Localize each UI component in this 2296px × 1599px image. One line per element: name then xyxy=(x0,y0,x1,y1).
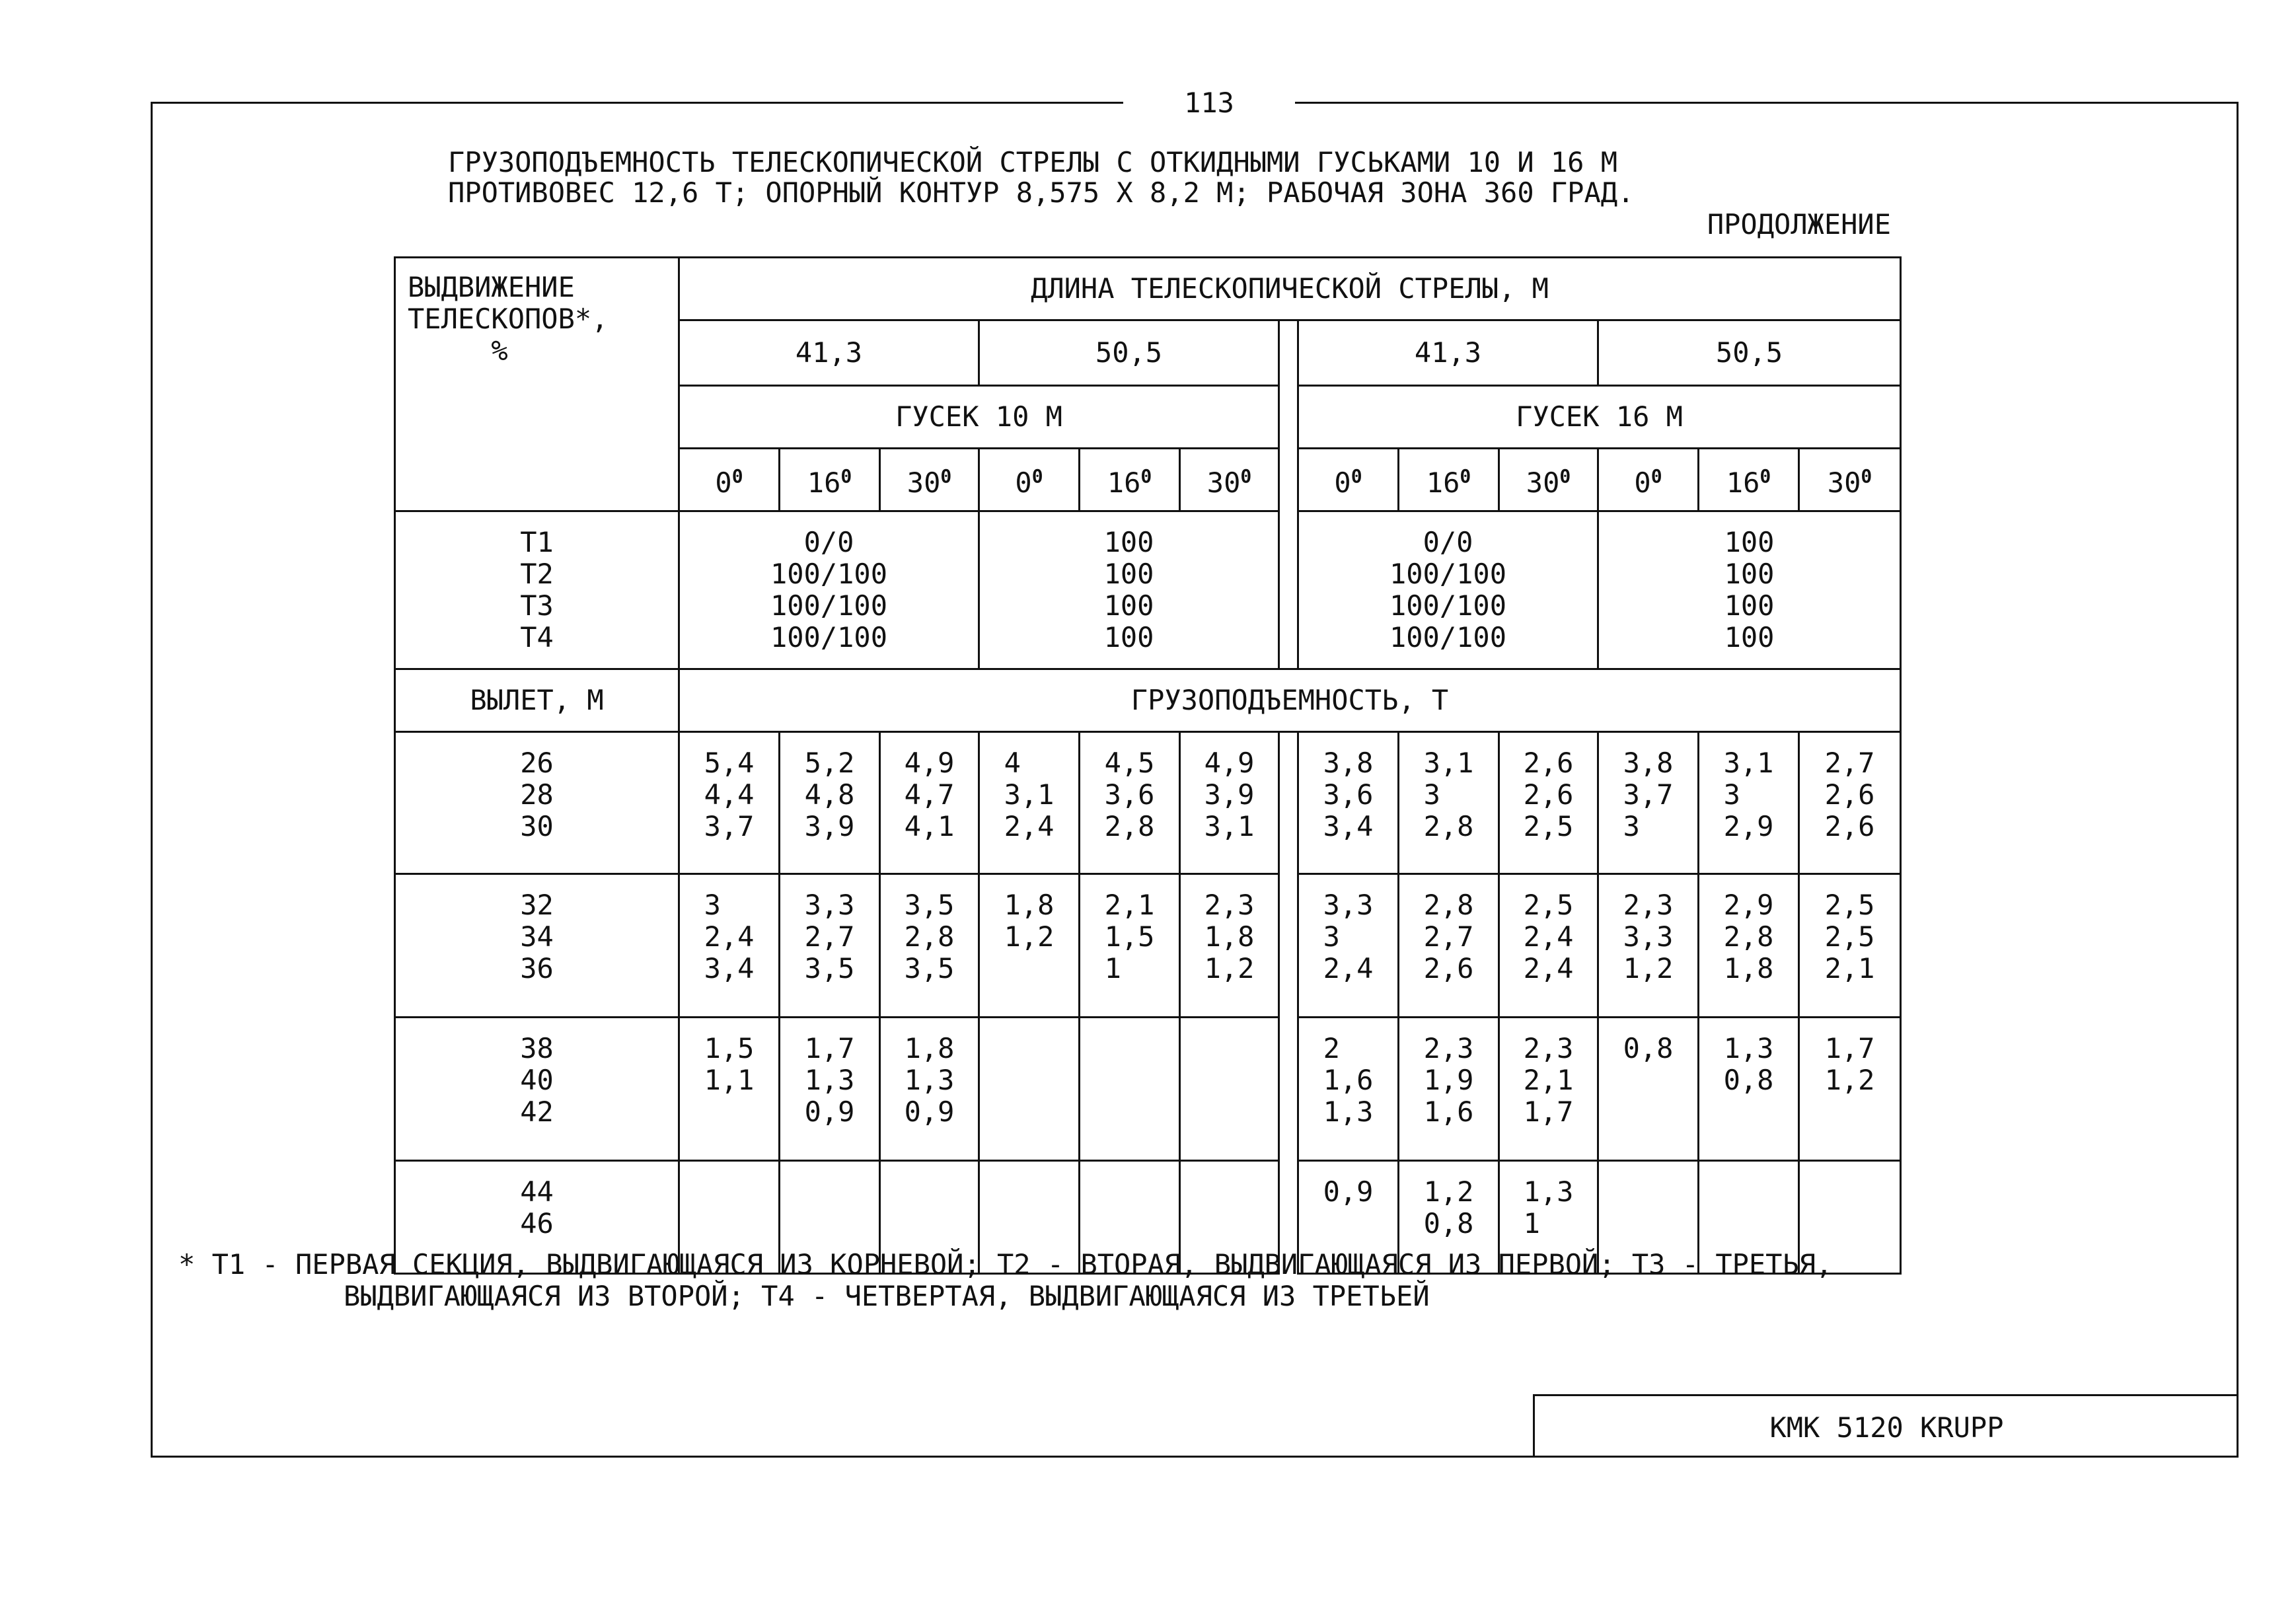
capacity-values: 1,3 1 xyxy=(1499,1161,1598,1274)
table-separator xyxy=(1279,1018,1298,1161)
radius-values: 38 40 42 xyxy=(395,1018,679,1161)
capacity-values: 1,8 1,2 xyxy=(979,874,1080,1018)
header-length: 41,3 xyxy=(1298,320,1598,386)
capacity-values: 2,5 2,4 2,4 xyxy=(1499,874,1598,1018)
capacity-values: 3,1 3 2,9 xyxy=(1699,732,1799,874)
capacity-values: 0,8 xyxy=(1598,1018,1699,1161)
capacity-values: 2,7 2,6 2,6 xyxy=(1799,732,1901,874)
footnote-line-1: * T1 - ПЕРВАЯ СЕКЦИЯ, ВЫДВИГАЮЩАЯСЯ ИЗ КОРНЕВОЙ; T2 - ВТОРАЯ, ВЫДВИГАЮЩАЯСЯ ИЗ ПЕРВОЙ; T3 - ТРЕТЬЯ, xyxy=(178,1248,1833,1281)
capacity-values: 3 2,4 3,4 xyxy=(679,874,780,1018)
angle-value: 16 xyxy=(1107,466,1141,499)
header-angle xyxy=(780,449,880,511)
angle-value: 30 xyxy=(907,466,941,499)
degree-mark: 0 xyxy=(1460,465,1471,487)
header-length: 50,5 xyxy=(1598,320,1901,386)
header-angle xyxy=(1180,449,1279,511)
capacity-values: 1,5 1,1 xyxy=(679,1018,780,1161)
capacity-values: 2,5 2,5 2,1 xyxy=(1799,874,1901,1018)
telescope-labels: T1 T2 T3 T4 xyxy=(395,511,679,669)
page-number: 113 xyxy=(1123,85,1295,122)
degree-mark: 0 xyxy=(1559,465,1571,487)
capacity-values: 4,5 3,6 2,8 xyxy=(1080,732,1180,874)
degree-mark: 0 xyxy=(1351,465,1362,487)
capacity-values: 2,9 2,8 1,8 xyxy=(1699,874,1799,1018)
degree-mark: 0 xyxy=(1650,465,1662,487)
telescope-values: 100 100 100 100 xyxy=(1598,511,1901,669)
angle-value: 30 xyxy=(1526,466,1560,499)
continuation-label: ПРОДОЛЖЕНИЕ xyxy=(1707,208,1891,241)
header-radius: ВЫЛЕТ, М xyxy=(395,669,679,732)
angle-value: 16 xyxy=(807,466,841,499)
degree-mark: 0 xyxy=(731,465,743,487)
capacity-values: 4 3,1 2,4 xyxy=(979,732,1080,874)
header-boom-length: ДЛИНА ТЕЛЕСКОПИЧЕСКОЙ СТРЕЛЫ, М xyxy=(679,258,1901,320)
capacity-values: 5,4 4,4 3,7 xyxy=(679,732,780,874)
header-length: 41,3 xyxy=(679,320,979,386)
angle-value: 0 xyxy=(1334,466,1351,499)
degree-mark: 0 xyxy=(1240,465,1252,487)
table-separator xyxy=(1279,449,1298,511)
angle-value: 16 xyxy=(1726,466,1760,499)
capacity-values: 1,3 0,8 xyxy=(1699,1018,1799,1161)
header-length: 50,5 xyxy=(979,320,1279,386)
capacity-values: 3,8 3,6 3,4 xyxy=(1298,732,1399,874)
header-angle xyxy=(679,449,780,511)
header-angle xyxy=(979,449,1080,511)
header-angle xyxy=(1699,449,1799,511)
degree-mark: 0 xyxy=(1031,465,1043,487)
capacity-values: 4,9 4,7 4,1 xyxy=(880,732,979,874)
capacity-values: 1,2 0,8 xyxy=(1399,1161,1499,1274)
footnote xyxy=(178,1249,1832,1312)
capacity-values: 2,3 2,1 1,7 xyxy=(1499,1018,1598,1161)
table-separator xyxy=(1279,732,1298,874)
radius-values: 32 34 36 xyxy=(395,874,679,1018)
capacity-values: 2,3 1,8 1,2 xyxy=(1180,874,1279,1018)
header-angle xyxy=(880,449,979,511)
capacity-values: 2,6 2,6 2,5 xyxy=(1499,732,1598,874)
degree-mark: 0 xyxy=(940,465,952,487)
capacity-values xyxy=(979,1018,1080,1161)
capacity-values xyxy=(1080,1018,1180,1161)
degree-mark: 0 xyxy=(1759,465,1771,487)
capacity-values: 3,8 3,7 3 xyxy=(1598,732,1699,874)
capacity-values: 3,1 3 2,8 xyxy=(1399,732,1499,874)
title-block: КМК 5120 KRUPP xyxy=(1533,1394,2239,1458)
capacity-values: 1,7 1,2 xyxy=(1799,1018,1901,1161)
header-angle xyxy=(1298,449,1399,511)
header-capacity: ГРУЗОПОДЪЕМНОСТЬ, Т xyxy=(679,669,1901,732)
header-angle xyxy=(1080,449,1180,511)
capacity-values: 2,3 1,9 1,6 xyxy=(1399,1018,1499,1161)
capacity-values: 4,9 3,9 3,1 xyxy=(1180,732,1279,874)
table-row xyxy=(395,1018,1901,1161)
table-row xyxy=(395,732,1901,874)
capacity-values: 1,7 1,3 0,9 xyxy=(780,1018,880,1161)
angle-value: 30 xyxy=(1827,466,1861,499)
header-angle xyxy=(1799,449,1901,511)
angle-value: 0 xyxy=(715,466,732,499)
telescope-values: 100 100 100 100 xyxy=(979,511,1279,669)
capacity-values: 1,8 1,3 0,9 xyxy=(880,1018,979,1161)
radius-values: 26 28 30 xyxy=(395,732,679,874)
capacity-values: 2 1,6 1,3 xyxy=(1298,1018,1399,1161)
capacity-values: 5,2 4,8 3,9 xyxy=(780,732,880,874)
table-separator xyxy=(1279,874,1298,1018)
angle-value: 0 xyxy=(1634,466,1651,499)
capacity-values: 2,8 2,7 2,6 xyxy=(1399,874,1499,1018)
header-telescope-extension: ВЫДВИЖЕНИЕ ТЕЛЕСКОПОВ*, % xyxy=(395,258,679,511)
angle-value: 30 xyxy=(1206,466,1241,499)
header-angle xyxy=(1499,449,1598,511)
angle-value: 16 xyxy=(1426,466,1460,499)
header-angle xyxy=(1399,449,1499,511)
table-row xyxy=(395,874,1901,1018)
capacity-values: 3,3 2,7 3,5 xyxy=(780,874,880,1018)
degree-mark: 0 xyxy=(1140,465,1152,487)
capacity-values: 2,1 1,5 1 xyxy=(1080,874,1180,1018)
header-angle xyxy=(1598,449,1699,511)
capacity-values: 0,9 xyxy=(1298,1161,1399,1274)
capacity-values: 3,3 3 2,4 xyxy=(1298,874,1399,1018)
telescope-values: 0/0 100/100 100/100 100/100 xyxy=(679,511,979,669)
header-jib: ГУСЕК 10 М xyxy=(679,386,1279,449)
capacity-table xyxy=(394,256,1902,1275)
table-separator xyxy=(1279,320,1298,449)
header-jib: ГУСЕК 16 М xyxy=(1298,386,1901,449)
table-separator xyxy=(1279,511,1298,669)
capacity-values xyxy=(1180,1018,1279,1161)
capacity-values: 3,5 2,8 3,5 xyxy=(880,874,979,1018)
title-line-1: ГРУЗОПОДЪЕМНОСТЬ ТЕЛЕСКОПИЧЕСКОЙ СТРЕЛЫ С ОТКИДНЫМИ ГУСЬКАМИ 10 И 16 М xyxy=(448,146,1618,178)
telescope-values: 0/0 100/100 100/100 100/100 xyxy=(1298,511,1598,669)
degree-mark: 0 xyxy=(1861,465,1872,487)
capacity-values: 2,3 3,3 1,2 xyxy=(1598,874,1699,1018)
radius-values: 44 46 xyxy=(395,1161,679,1274)
degree-mark: 0 xyxy=(840,465,852,487)
title-line-2: ПРОТИВОВЕС 12,6 Т; ОПОРНЫЙ КОНТУР 8,575 X 8,2 М; РАБОЧАЯ ЗОНА 360 ГРАД. xyxy=(448,176,1635,209)
footnote-line-2: ВЫДВИГАЮЩАЯСЯ ИЗ ВТОРОЙ; T4 - ЧЕТВЕРТАЯ, ВЫДВИГАЮЩАЯСЯ ИЗ ТРЕТЬЕЙ xyxy=(344,1280,1430,1312)
angle-value: 0 xyxy=(1015,466,1032,499)
